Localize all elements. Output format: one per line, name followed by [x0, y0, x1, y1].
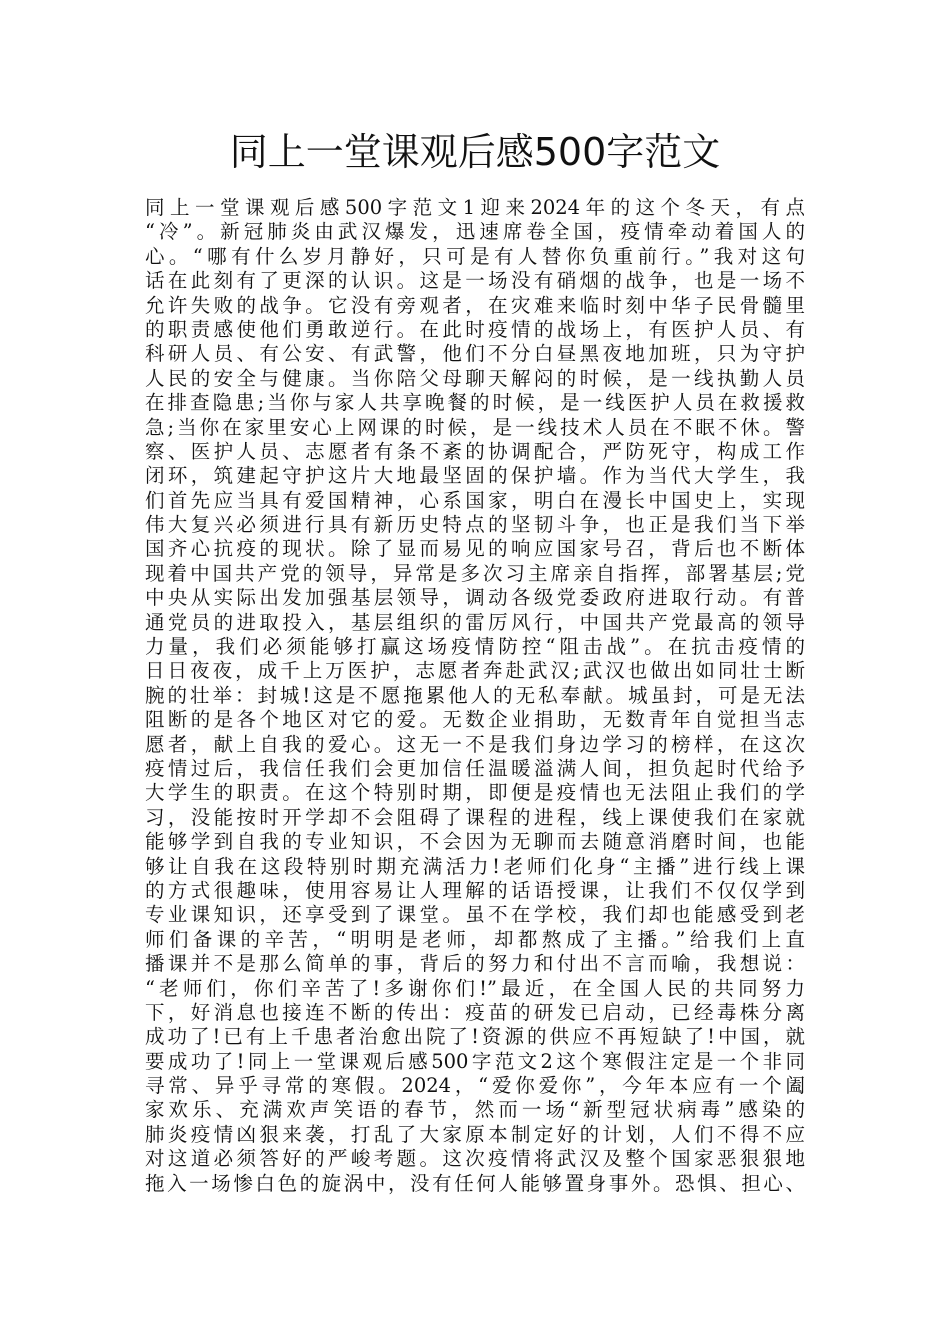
- body-text-line: 习，没能按时开学却不会阻碍了课程的进程，线上课使我们在家就: [145, 805, 805, 829]
- body-text-line: 的职责感使他们勇敢逆行。在此时疫情的战场上，有医护人员、有: [145, 317, 805, 341]
- body-text-line: 大学生的职责。在这个特别时期，即便是疫情也无法阻止我们的学: [145, 781, 805, 805]
- body-text-line: 伟大复兴必须进行具有新历史特点的坚韧斗争，也正是我们当下举: [145, 513, 805, 537]
- body-text-line: 国齐心抗疫的现状。除了显而易见的响应国家号召，背后也不断体: [145, 537, 805, 561]
- body-text-line: 寻常、异乎寻常的寒假。2024，“爱你爱你”，今年本应有一个阖: [145, 1074, 805, 1098]
- body-text-line: 中央从实际出发加强基层领导，调动各级党委政府进取行动。有普: [145, 586, 805, 610]
- body-text-line: 日日夜夜，成千上万医护，志愿者奔赴武汉;武汉也做出如同壮士断: [145, 659, 805, 683]
- body-text-line: “老师们，你们辛苦了!多谢你们!”最近，在全国人民的共同努力: [145, 976, 805, 1000]
- body-text-line: 对这道必须答好的严峻考题。这次疫情将武汉及整个国家恶狠狠地: [145, 1147, 805, 1171]
- body-text-line: 师们备课的辛苦，“明明是老师，却都熬成了主播。”给我们上直: [145, 927, 805, 951]
- document-body: [145, 196, 805, 1196]
- body-text-line: 同上一堂课观后感500字范文1迎来2024年的这个冬天，有点: [145, 196, 805, 219]
- body-text-line: 腕的壮举：封城!这是不愿拖累他人的无私奉献。城虽封，可是无法: [145, 683, 805, 707]
- body-text-line: 家欢乐、充满欢声笑语的春节，然而一场“新型冠状病毒”感染的: [145, 1098, 805, 1122]
- body-text-line: 要成功了!同上一堂课观后感500字范文2这个寒假注定是一个非同: [145, 1049, 805, 1073]
- body-text-line: 人民的安全与健康。当你陪父母聊天解闷的时候，是一线执勤人员: [145, 366, 805, 390]
- body-text-line: 在排查隐患;当你与家人共享晚餐的时候，是一线医护人员在救援救: [145, 391, 805, 415]
- body-text-line: 下，好消息也接连不断的传出：疫苗的研发已启动，已经毒株分离: [145, 1000, 805, 1024]
- body-text-line: 够让自我在这段特别时期充满活力!老师们化身“主播”进行线上课: [145, 854, 805, 878]
- body-text-line: 话在此刻有了更深的认识。这是一场没有硝烟的战争，也是一场不: [145, 269, 805, 293]
- body-text-line: 拖入一场惨白色的旋涡中，没有任何人能够置身事外。恐惧、担心、: [145, 1171, 805, 1195]
- body-text-line: 疫情过后，我信任我们会更加信任温暖溢满人间，担负起时代给予: [145, 756, 805, 780]
- body-text-line: 的方式很趣味，使用容易让人理解的话语授课，让我们不仅仅学到: [145, 878, 805, 902]
- body-text-line: 能够学到自我的专业知识，不会因为无聊而去随意消磨时间，也能: [145, 830, 805, 854]
- body-text-line: 肺炎疫情凶狠来袭，打乱了大家原本制定好的计划，人们不得不应: [145, 1122, 805, 1146]
- body-text-line: 现着中国共产党的领导，异常是多次习主席亲自指挥，部署基层;党: [145, 561, 805, 585]
- body-text-line: “冷”。新冠肺炎由武汉爆发，迅速席卷全国，疫情牵动着国人的: [145, 220, 805, 244]
- body-text-line: 心。“哪有什么岁月静好，只可是有人替你负重前行。”我对这句: [145, 244, 805, 268]
- body-text-line: 们首先应当具有爱国精神，心系国家，明白在漫长中国史上，实现: [145, 488, 805, 512]
- body-text-line: 闭环，筑建起守护这片大地最坚固的保护墙。作为当代大学生，我: [145, 464, 805, 488]
- body-text-line: 科研人员、有公安、有武警，他们不分白昼黑夜地加班，只为守护: [145, 342, 805, 366]
- body-text-line: 察、医护人员、志愿者有条不紊的协调配合，严防死守，构成工作: [145, 439, 805, 463]
- body-text-line: 愿者，献上自我的爱心。这无一不是我们身边学习的榜样，在这次: [145, 732, 805, 756]
- document-title: 同上一堂课观后感500字范文: [229, 130, 721, 174]
- body-text-line: 力量，我们必须能够打赢这场疫情防控“阻击战”。在抗击疫情的: [145, 635, 805, 659]
- body-text-line: 通党员的进取投入，基层组织的雷厉风行，中国共产党最高的领导: [145, 610, 805, 634]
- body-text-line: 允许失败的战争。它没有旁观者，在灾难来临时刻中华子民骨髓里: [145, 293, 805, 317]
- body-text-line: 阻断的是各个地区对它的爱。无数企业捐助，无数青年自觉担当志: [145, 708, 805, 732]
- body-text-line: 专业课知识，还享受到了课堂。虽不在学校，我们却也能感受到老: [145, 903, 805, 927]
- body-text-line: 急;当你在家里安心上网课的时候，是一线技术人员在不眠不休。警: [145, 415, 805, 439]
- body-text-line: 成功了!已有上千患者治愈出院了!资源的供应不再短缺了!中国，就: [145, 1025, 805, 1049]
- body-text-line: 播课并不是那么简单的事，背后的努力和付出不言而喻，我想说：: [145, 952, 805, 976]
